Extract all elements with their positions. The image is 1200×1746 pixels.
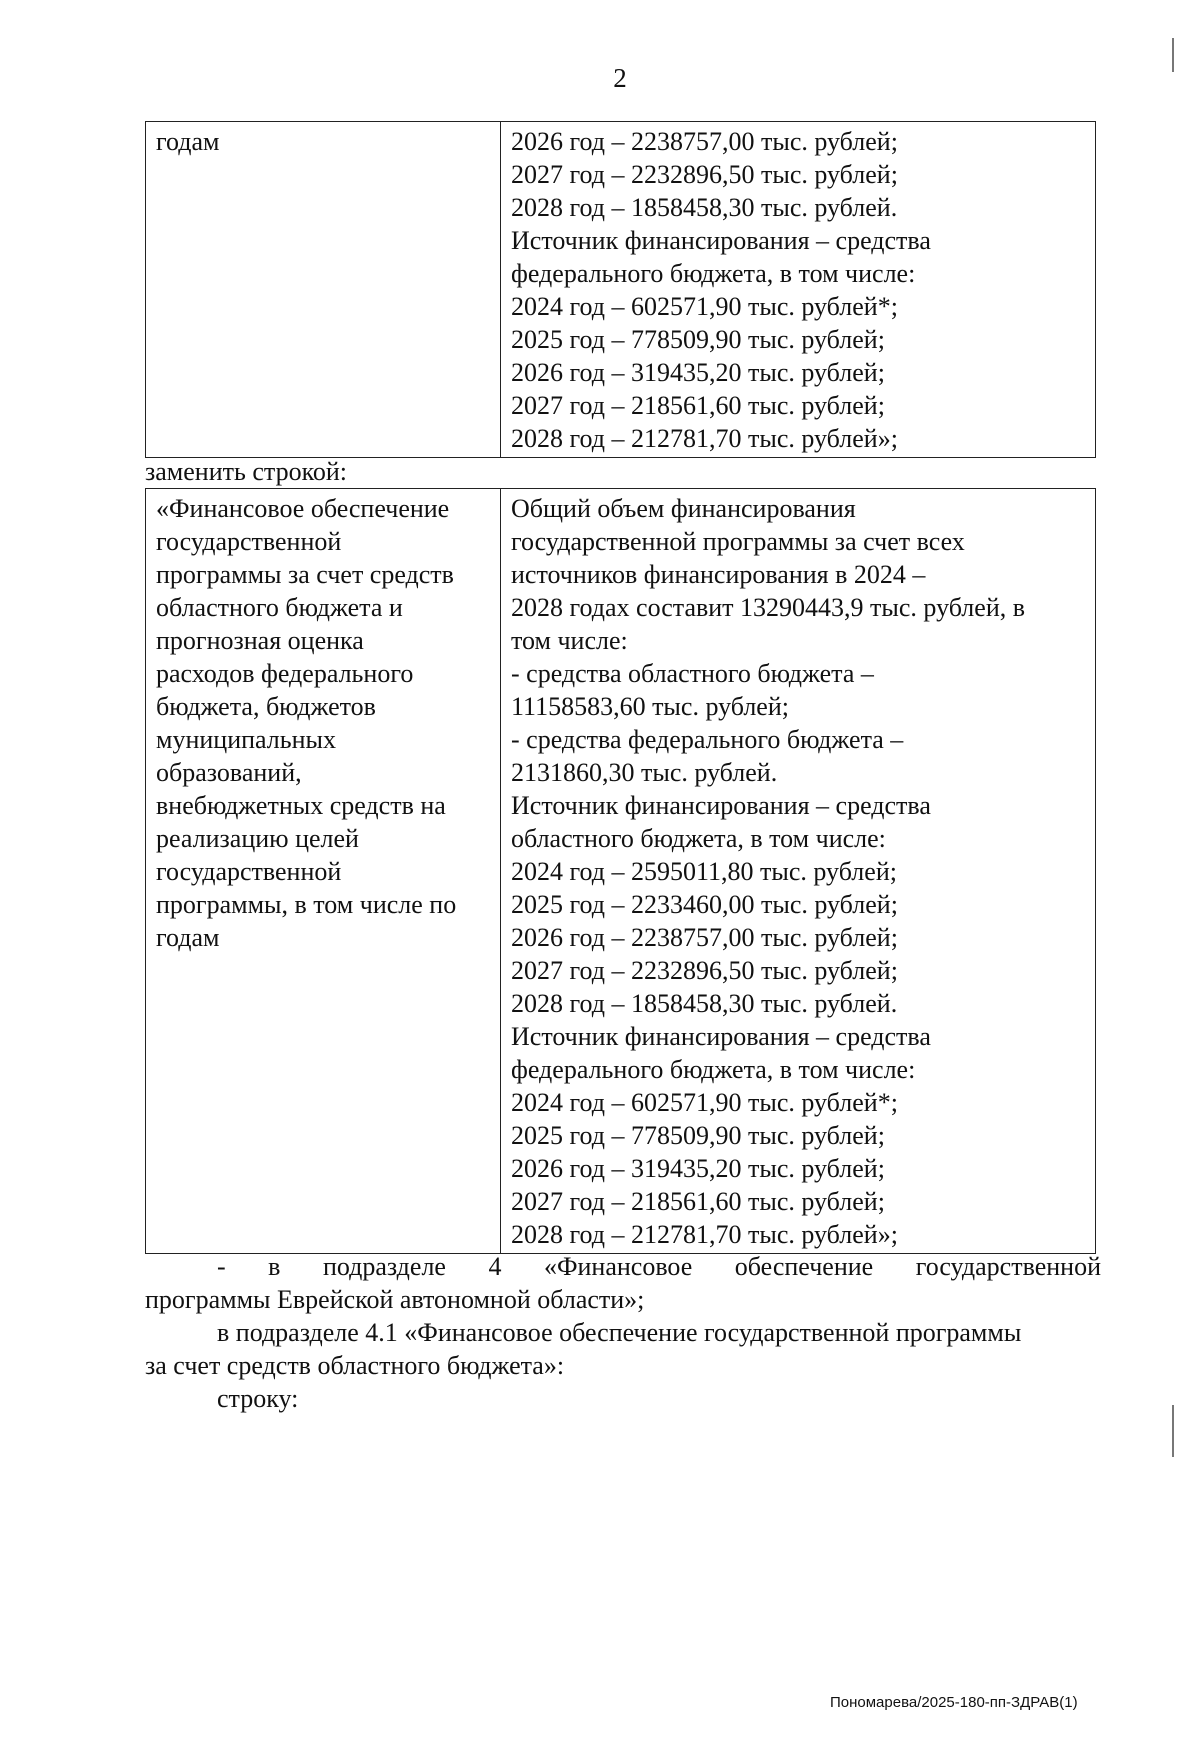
cell-line: бюджета, бюджетов xyxy=(156,692,376,721)
margin-mark-middle xyxy=(1172,1405,1174,1457)
cell-line: 2027 год – 2232896,50 тыс. рублей; xyxy=(511,160,898,189)
cell-line: образований, xyxy=(156,758,302,787)
cell-line: Общий объем финансирования xyxy=(511,494,856,523)
cell-line: 2027 год – 218561,60 тыс. рублей; xyxy=(511,1187,885,1216)
cell-line: 2026 год – 2238757,00 тыс. рублей; xyxy=(511,923,898,952)
table-row xyxy=(146,489,1096,1254)
cell-line: программы, в том числе по xyxy=(156,890,457,919)
row-value-cell xyxy=(501,122,1096,458)
cell-line: 2028 год – 1858458,30 тыс. рублей. xyxy=(511,989,898,1018)
cell-line: 2027 год – 2232896,50 тыс. рублей; xyxy=(511,956,898,985)
cell-line: внебюджетных средств на xyxy=(156,791,446,820)
cell-line: «Финансовое обеспечение xyxy=(156,494,450,523)
cell-line: 2131860,30 тыс. рублей. xyxy=(511,758,778,787)
cell-line: 2024 год – 602571,90 тыс. рублей*; xyxy=(511,292,898,321)
cell-line: Источник финансирования – средства xyxy=(511,791,931,820)
cell-line: 2026 год – 319435,20 тыс. рублей; xyxy=(511,1154,885,1183)
cell-line: федерального бюджета, в том числе: xyxy=(511,259,916,288)
cell-line: Источник финансирования – средства xyxy=(511,1022,931,1051)
cell-line: 2026 год – 319435,20 тыс. рублей; xyxy=(511,358,885,387)
cell-line: Источник финансирования – средства xyxy=(511,226,931,255)
cell-line: государственной программы за счет всех xyxy=(511,527,965,556)
footer-reference: Пономарева/2025-180-пп-ЗДРАВ(1) xyxy=(830,1694,1078,1711)
cell-line: государственной xyxy=(156,857,342,886)
table-row xyxy=(146,122,1096,458)
cell-line: государственной xyxy=(156,527,342,556)
cell-line: 2024 год – 602571,90 тыс. рублей*; xyxy=(511,1088,898,1117)
paragraph-row-word xyxy=(145,1382,1101,1415)
cell-line: прогнозная оценка xyxy=(156,626,364,655)
cell-line: реализацию целей xyxy=(156,824,359,853)
replace-caption: заменить строкой: xyxy=(145,457,348,486)
paragraph-line: в подразделе 4.1 «Финансовое обеспечение государственной программы xyxy=(217,1318,1022,1347)
cell-line: 2028 год – 1858458,30 тыс. рублей. xyxy=(511,193,898,222)
cell-line: годам xyxy=(156,923,220,952)
cell-line: муниципальных xyxy=(156,725,337,754)
paragraph-line: за счет средств областного бюджета»: xyxy=(145,1351,565,1380)
cell-line: 2027 год – 218561,60 тыс. рублей; xyxy=(511,391,885,420)
cell-line: источников финансирования в 2024 – xyxy=(511,560,926,589)
cell-line: федерального бюджета, в том числе: xyxy=(511,1055,916,1084)
cell-line: 2025 год – 778509,90 тыс. рублей; xyxy=(511,325,885,354)
paragraph-line: - в подразделе 4 «Финансовое обеспечение государственной xyxy=(217,1252,1101,1281)
paragraph-subsection-4 xyxy=(145,1250,1101,1316)
cell-line: областного бюджета и xyxy=(156,593,403,622)
cell-line: 2028 год – 212781,70 тыс. рублей»; xyxy=(511,1220,898,1249)
cell-line: областного бюджета, в том числе: xyxy=(511,824,886,853)
cell-line: 2025 год – 2233460,00 тыс. рублей; xyxy=(511,890,898,919)
cell-line: 2028 год – 212781,70 тыс. рублей»; xyxy=(511,424,898,453)
replacement-row-table xyxy=(145,488,1096,1254)
margin-mark-top xyxy=(1172,38,1174,72)
cell-line: расходов федерального xyxy=(156,659,414,688)
cell-line: 2025 год – 778509,90 тыс. рублей; xyxy=(511,1121,885,1150)
cell-line: программы за счет средств xyxy=(156,560,454,589)
cell-line: годам xyxy=(156,127,220,156)
cell-line: 2028 годах составит 13290443,9 тыс. рублей, в xyxy=(511,593,1026,622)
cell-line: 11158583,60 тыс. рублей; xyxy=(511,692,789,721)
cell-line: 2024 год – 2595011,80 тыс. рублей; xyxy=(511,857,897,886)
cell-line: - средства федерального бюджета – xyxy=(511,725,904,754)
row-label-cell xyxy=(146,122,501,458)
row-label-cell xyxy=(146,489,501,1254)
page-number: 2 xyxy=(613,63,627,93)
paragraph-line: программы Еврейской автономной области»; xyxy=(145,1285,645,1314)
cell-line: 2026 год – 2238757,00 тыс. рублей; xyxy=(511,127,898,156)
paragraph-subsection-4-1 xyxy=(145,1316,1101,1382)
cell-line: том числе: xyxy=(511,626,628,655)
row-value-cell xyxy=(501,489,1096,1254)
original-row-table xyxy=(145,121,1096,458)
cell-line: - средства областного бюджета – xyxy=(511,659,874,688)
paragraph-line: строку: xyxy=(217,1384,299,1413)
